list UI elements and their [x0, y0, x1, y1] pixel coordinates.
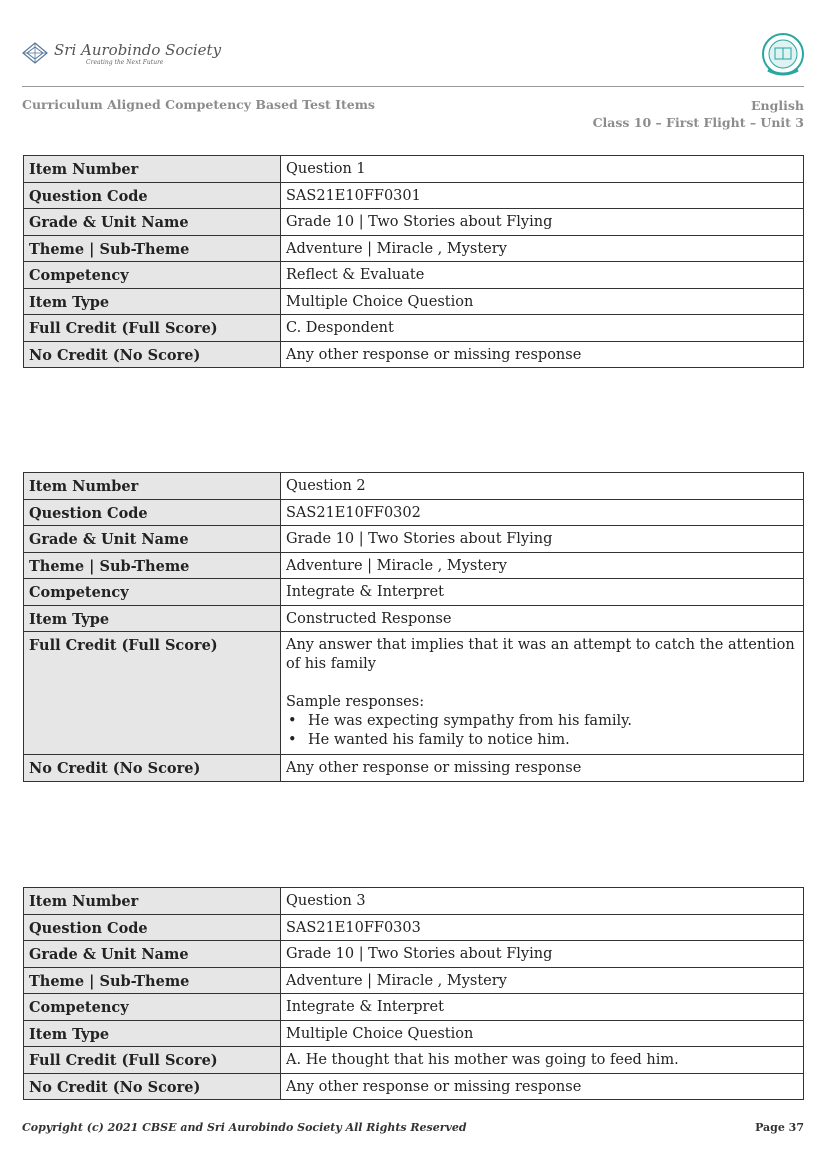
no-credit-label: No Credit (No Score): [24, 341, 281, 368]
item-type-value: Multiple Choice Question: [281, 1020, 804, 1047]
competency-label: Competency: [24, 579, 281, 606]
document-series-title: Curriculum Aligned Competency Based Test Items: [22, 97, 375, 112]
table-row: [24, 632, 804, 755]
subject-label: English: [751, 98, 804, 113]
item-number-label: Item Number: [24, 156, 281, 183]
competency-label: Competency: [24, 262, 281, 289]
grade-unit-value: Grade 10 | Two Stories about Flying: [281, 941, 804, 968]
theme-label: Theme | Sub-Theme: [24, 967, 281, 994]
question-2-table: [23, 472, 804, 782]
table-row: [24, 994, 804, 1021]
table-row: [24, 262, 804, 289]
item-type-label: Item Type: [24, 288, 281, 315]
question-1-table: [23, 155, 804, 368]
table-row: [24, 473, 804, 500]
theme-value: Adventure | Miracle , Mystery: [281, 967, 804, 994]
grade-unit-label: Grade & Unit Name: [24, 526, 281, 553]
item-type-label: Item Type: [24, 1020, 281, 1047]
theme-label: Theme | Sub-Theme: [24, 235, 281, 262]
sample-responses-heading: Sample responses:: [286, 694, 425, 710]
table-row: [24, 315, 804, 342]
question-code-value: SAS21E10FF0303: [281, 914, 804, 941]
question-code-value: SAS21E10FF0301: [281, 182, 804, 209]
full-credit-label: Full Credit (Full Score): [24, 315, 281, 342]
full-credit-value: C. Despondent: [281, 315, 804, 342]
full-credit-value: [281, 632, 804, 755]
logo-text: Sri Aurobindo Society: [54, 41, 222, 59]
theme-value: Adventure | Miracle , Mystery: [281, 235, 804, 262]
table-row: [24, 288, 804, 315]
list-item: • He wanted his family to notice him.: [286, 731, 798, 750]
theme-value: Adventure | Miracle , Mystery: [281, 552, 804, 579]
competency-value: Integrate & Interpret: [281, 994, 804, 1021]
table-row: [24, 1047, 804, 1074]
no-credit-label: No Credit (No Score): [24, 1073, 281, 1100]
competency-label: Competency: [24, 994, 281, 1021]
table-row: [24, 499, 804, 526]
full-credit-label: Full Credit (Full Score): [24, 1047, 281, 1074]
table-row: [24, 914, 804, 941]
item-number-value: Question 2: [281, 473, 804, 500]
item-type-value: Multiple Choice Question: [281, 288, 804, 315]
logo-tagline: Creating the Next Future: [86, 59, 164, 66]
table-row: [24, 235, 804, 262]
table-row: [24, 1073, 804, 1100]
full-credit-label: Full Credit (Full Score): [24, 632, 281, 755]
grade-unit-label: Grade & Unit Name: [24, 941, 281, 968]
lattice-logo-icon: [22, 42, 48, 64]
grade-unit-value: Grade 10 | Two Stories about Flying: [281, 209, 804, 236]
grade-unit-value: Grade 10 | Two Stories about Flying: [281, 526, 804, 553]
theme-label: Theme | Sub-Theme: [24, 552, 281, 579]
table-row: [24, 967, 804, 994]
question-code-label: Question Code: [24, 182, 281, 209]
table-row: [24, 552, 804, 579]
item-type-value: Constructed Response: [281, 605, 804, 632]
table-row: [24, 888, 804, 915]
item-type-label: Item Type: [24, 605, 281, 632]
list-item: • He was expecting sympathy from his family.: [286, 712, 798, 731]
no-credit-value: Any other response or missing response: [281, 755, 804, 782]
item-number-label: Item Number: [24, 473, 281, 500]
table-row: [24, 755, 804, 782]
sample-responses-list: [286, 712, 798, 750]
table-row: [24, 1020, 804, 1047]
table-row: [24, 341, 804, 368]
no-credit-value: Any other response or missing response: [281, 341, 804, 368]
full-credit-description: Any answer that implies that it was an attempt to catch the attention of his family: [286, 637, 795, 672]
table-row: [24, 605, 804, 632]
table-row: [24, 526, 804, 553]
no-credit-label: No Credit (No Score): [24, 755, 281, 782]
question-code-label: Question Code: [24, 499, 281, 526]
table-row: [24, 941, 804, 968]
question-3-table: [23, 887, 804, 1100]
competency-value: Reflect & Evaluate: [281, 262, 804, 289]
item-number-label: Item Number: [24, 888, 281, 915]
copyright-notice: Copyright (c) 2021 CBSE and Sri Aurobindo Society All Rights Reserved: [22, 1121, 467, 1134]
table-row: [24, 182, 804, 209]
item-number-value: Question 3: [281, 888, 804, 915]
full-credit-value: A. He thought that his mother was going to feed him.: [281, 1047, 804, 1074]
grade-unit-label: Grade & Unit Name: [24, 209, 281, 236]
header-rule: [22, 86, 804, 87]
class-unit-label: Class 10 – First Flight – Unit 3: [592, 115, 804, 130]
table-row: [24, 579, 804, 606]
cbse-seal-icon: [760, 32, 806, 80]
question-code-label: Question Code: [24, 914, 281, 941]
item-number-value: Question 1: [281, 156, 804, 183]
table-row: [24, 209, 804, 236]
no-credit-value: Any other response or missing response: [281, 1073, 804, 1100]
subject-class-unit: [593, 97, 804, 131]
page-number: Page 37: [755, 1121, 804, 1134]
competency-value: Integrate & Interpret: [281, 579, 804, 606]
question-code-value: SAS21E10FF0302: [281, 499, 804, 526]
sri-aurobindo-society-logo: [22, 38, 221, 68]
table-row: [24, 156, 804, 183]
